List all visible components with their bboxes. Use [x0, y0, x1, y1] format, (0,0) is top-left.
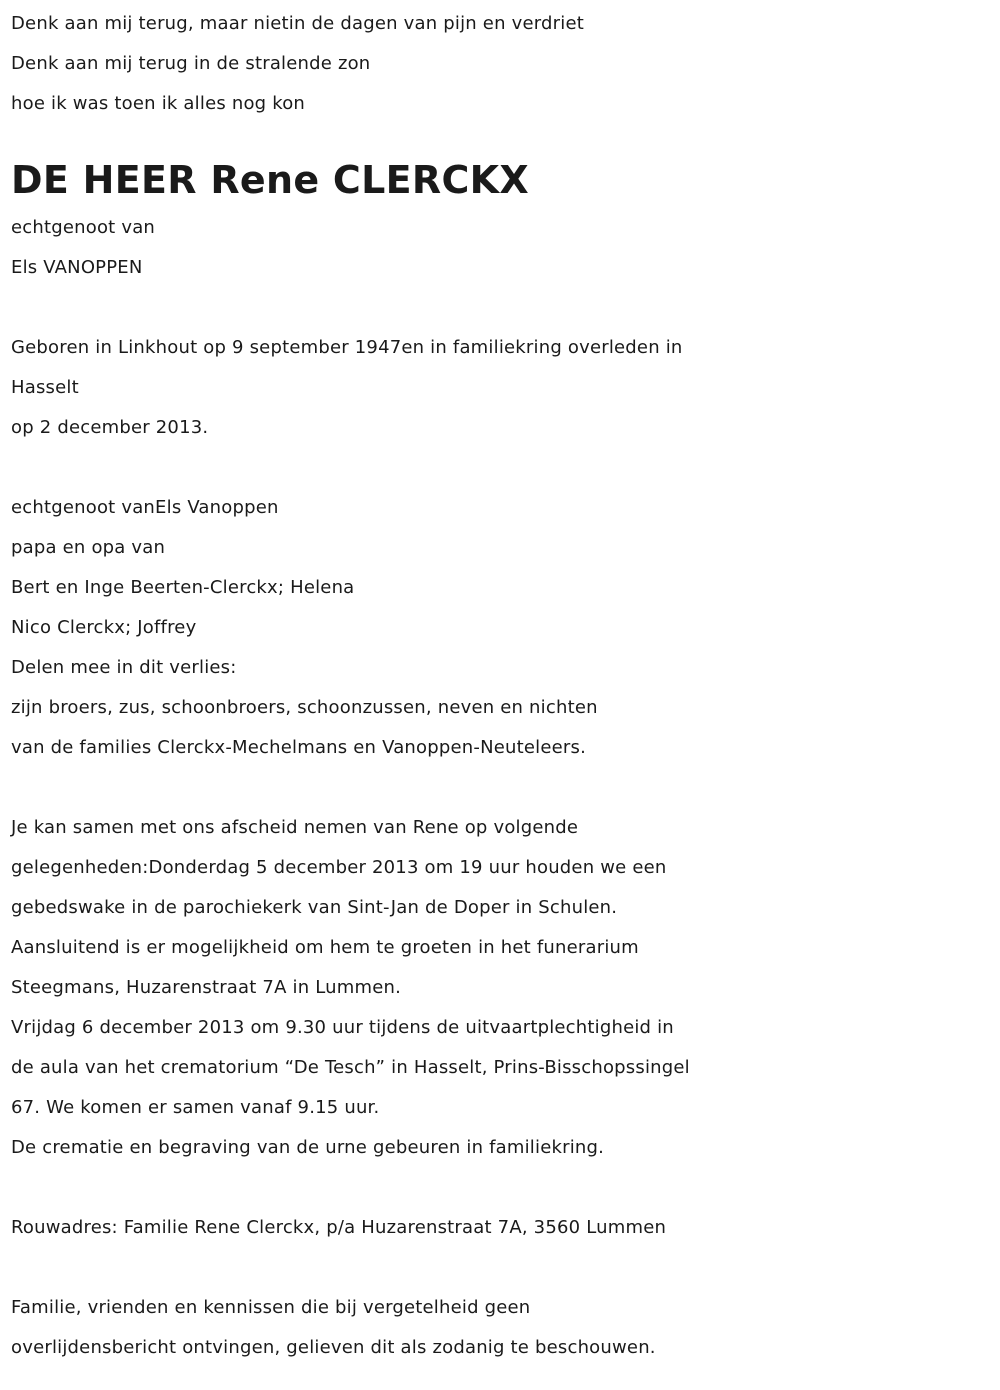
family-block: [11, 488, 1000, 768]
spacer: [11, 448, 1000, 488]
spacer: [11, 1168, 1000, 1208]
ceremony-line: gelegenheden:Donderdag 5 december 2013 om 19 uur houden we een: [11, 857, 667, 878]
birth-death-line: Hasselt: [11, 377, 79, 398]
deceased-name-heading: DE HEER Rene CLERCKX: [11, 158, 529, 202]
ceremony-line: Steegmans, Huzarenstraat 7A in Lummen.: [11, 977, 402, 998]
family-line: Nico Clerckx; Joffrey: [11, 617, 197, 638]
poem: [11, 4, 1000, 124]
spouse-label: echtgenoot van: [11, 217, 156, 238]
ceremony-line: gebedswake in de parochiekerk van Sint-Jan de Doper in Schulen.: [11, 897, 618, 918]
family-line: echtgenoot vanEls Vanoppen: [11, 497, 279, 518]
birth-death-line: op 2 december 2013.: [11, 417, 209, 438]
ceremony-line: Aansluitend is er mogelijkheid om hem te groeten in het funerarium: [11, 937, 639, 958]
spouse-block: [11, 208, 1000, 288]
ceremony-line: Vrijdag 6 december 2013 om 9.30 uur tijdens de uitvaartplechtigheid in: [11, 1017, 674, 1038]
mourning-address: Rouwadres: Familie Rene Clerckx, p/a Huzarenstraat 7A, 3560 Lummen: [11, 1217, 667, 1238]
ceremony-line: De crematie en begraving van de urne gebeuren in familiekring.: [11, 1137, 605, 1158]
closing-line: Familie, vrienden en kennissen die bij vergetelheid geen: [11, 1297, 531, 1318]
ceremony-line: Je kan samen met ons afscheid nemen van Rene op volgende: [11, 817, 579, 838]
spacer: [11, 768, 1000, 808]
poem-line: hoe ik was toen ik alles nog kon: [11, 93, 306, 114]
family-line: Bert en Inge Beerten-Clerckx; Helena: [11, 577, 355, 598]
ceremony-block: [11, 808, 1000, 1168]
spouse-name: Els VANOPPEN: [11, 257, 143, 278]
ceremony-line: de aula van het crematorium “De Tesch” in Hasselt, Prins-Bisschopssingel: [11, 1057, 690, 1078]
poem-line: Denk aan mij terug in de stralende zon: [11, 53, 371, 74]
spacer: [11, 1248, 1000, 1288]
family-line: papa en opa van: [11, 537, 166, 558]
family-line: Delen mee in dit verlies:: [11, 657, 237, 678]
spacer: [11, 288, 1000, 328]
family-line: zijn broers, zus, schoonbroers, schoonzussen, neven en nichten: [11, 697, 598, 718]
address-block: [11, 1208, 1000, 1248]
family-line: van de families Clerckx-Mechelmans en Vanoppen-Neuteleers.: [11, 737, 587, 758]
closing-line: overlijdensbericht ontvingen, gelieven dit als zodanig te beschouwen.: [11, 1337, 656, 1358]
birth-death-line: Geboren in Linkhout op 9 september 1947en in familiekring overleden in: [11, 337, 683, 358]
ceremony-line: 67. We komen er samen vanaf 9.15 uur.: [11, 1097, 380, 1118]
poem-line: Denk aan mij terug, maar nietin de dagen van pijn en verdriet: [11, 13, 584, 34]
closing-block: [11, 1288, 1000, 1368]
birth-death-block: [11, 328, 1000, 448]
